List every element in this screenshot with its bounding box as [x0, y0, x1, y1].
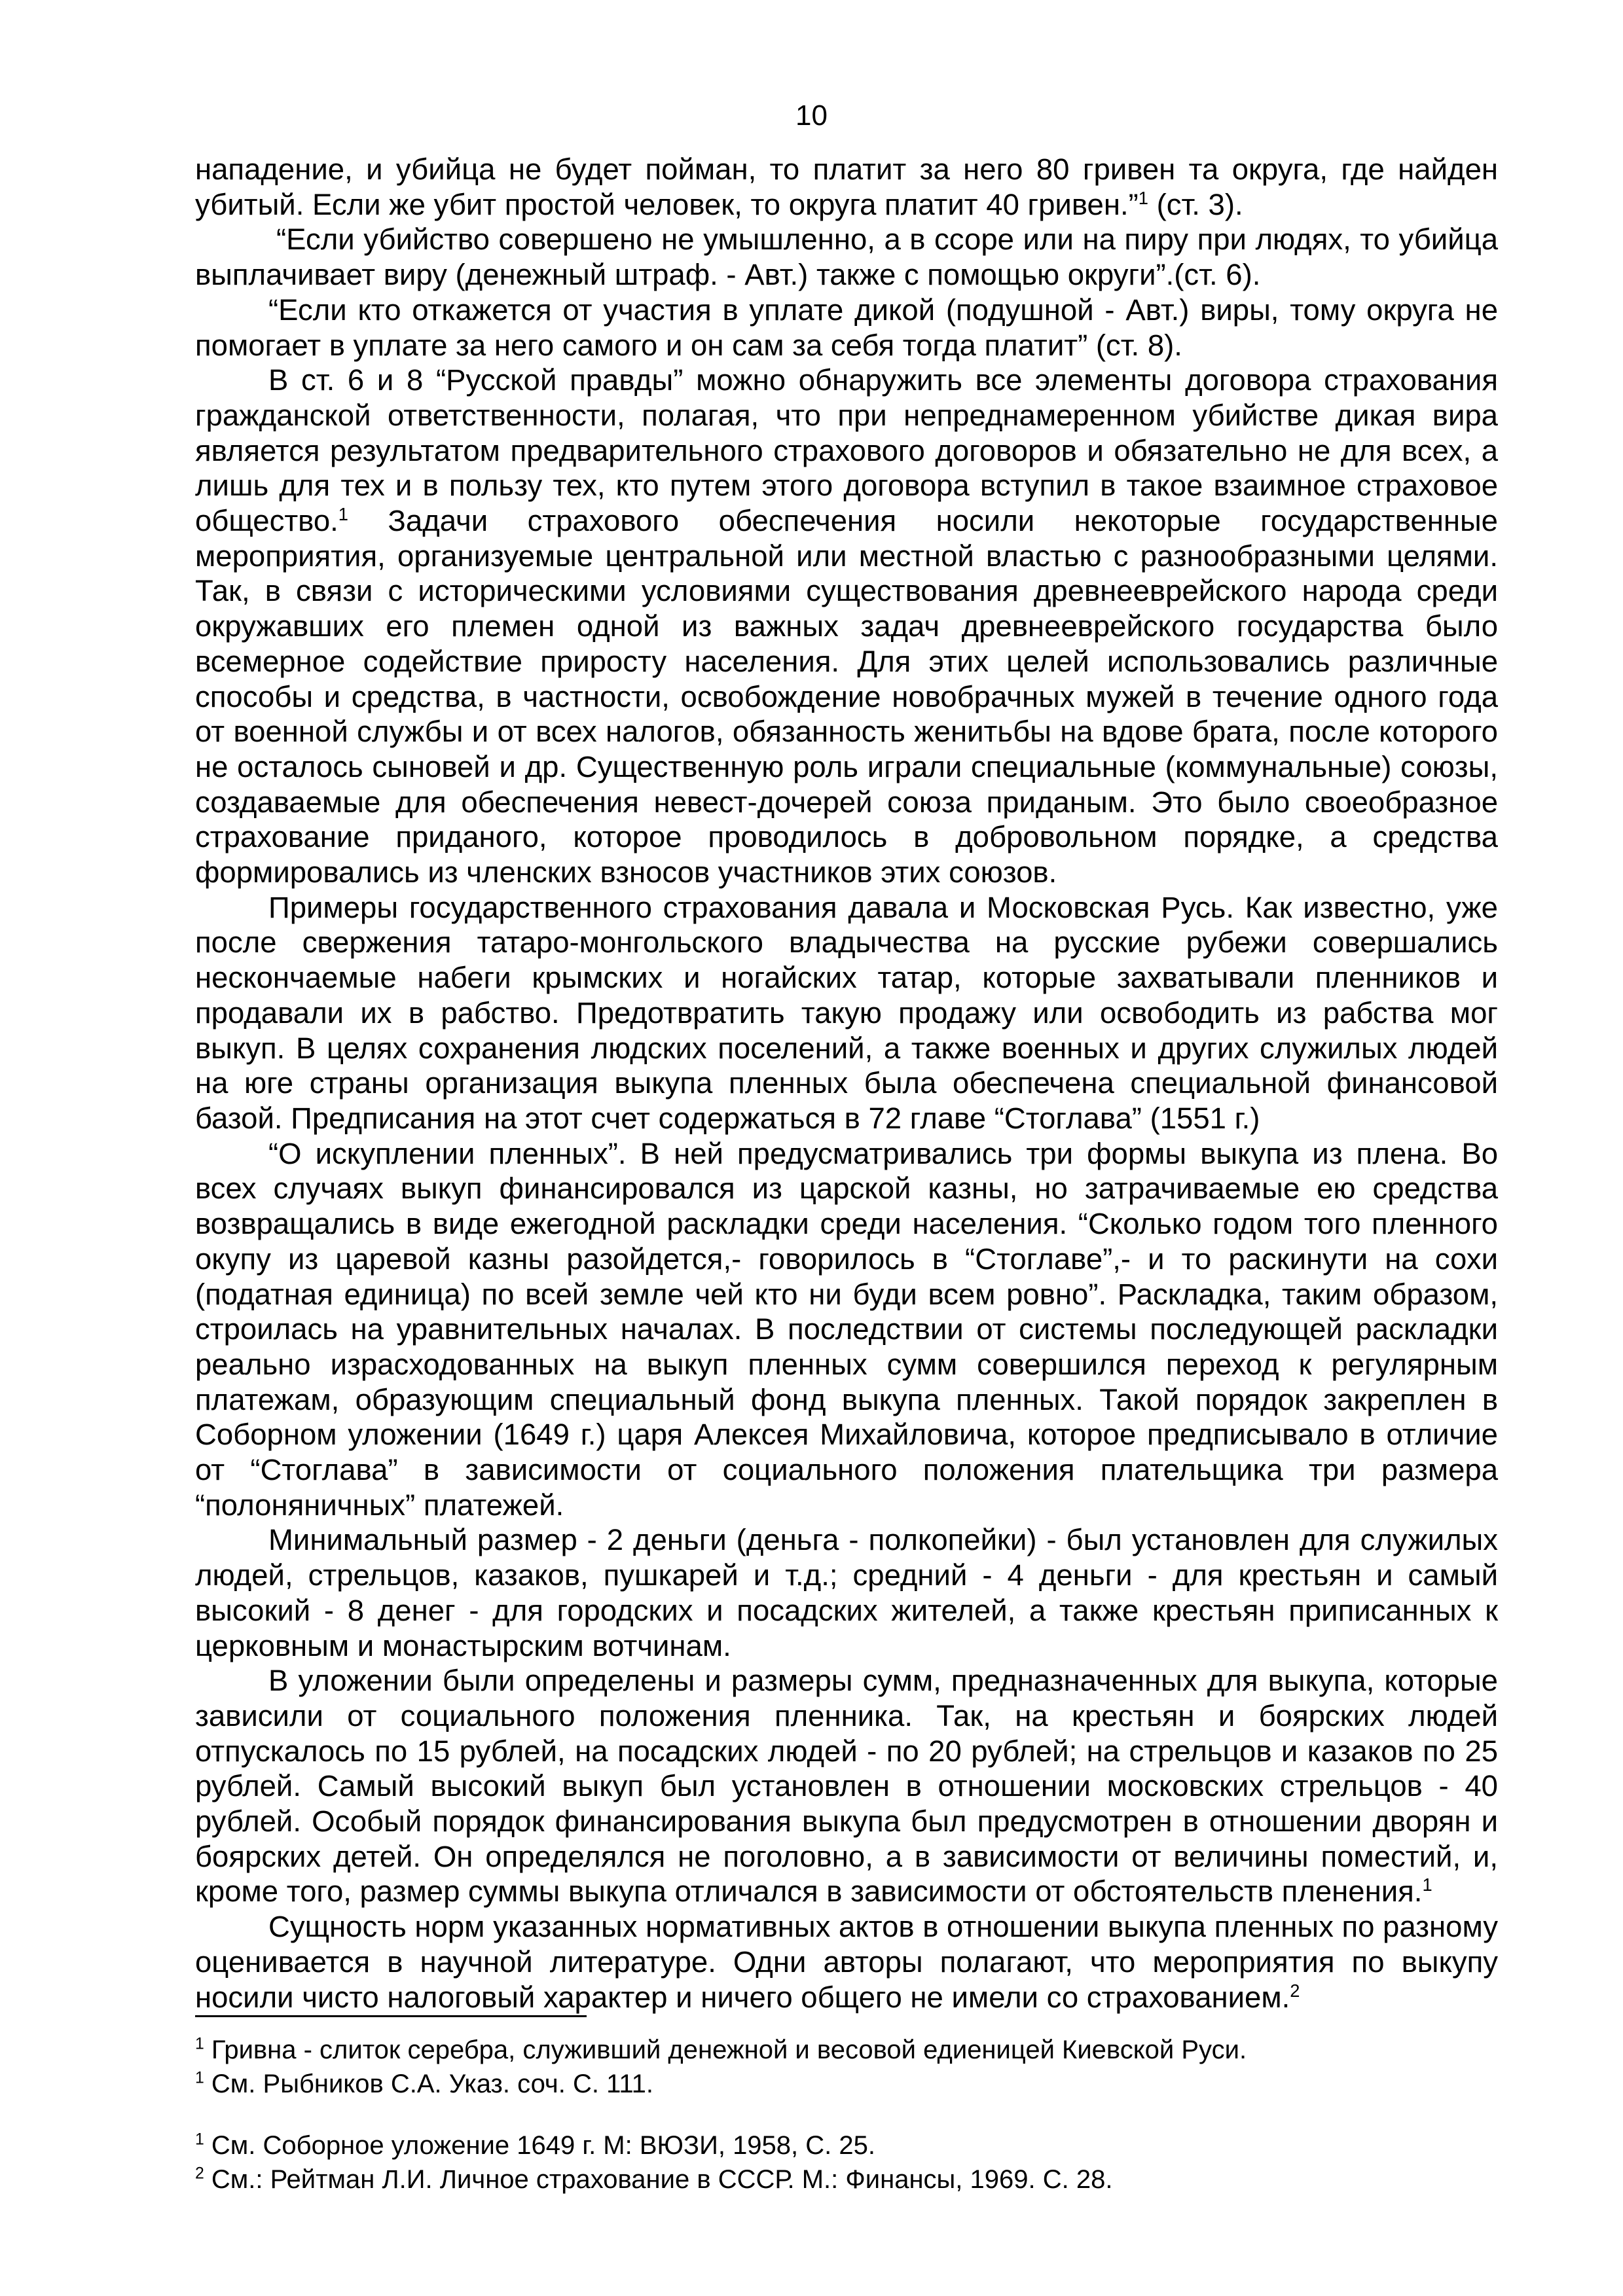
paragraph-text: нападение, и убийца не будет пойман, то платит за него 80 гривен та округа, где найден убитый. Если же убит простой человек, то округа платит 40 гривен.”: [195, 152, 1498, 221]
footnote-text: См. Соборное уложение 1649 г. М: ВЮЗИ, 1958, С. 25.: [204, 2131, 875, 2160]
footnote-text: См.: Рейтман Л.И. Личное страхование в СССР. М.: Финансы, 1969. С. 28.: [204, 2165, 1113, 2194]
paragraph: [195, 890, 1498, 1136]
footnotes-block: [195, 2128, 1498, 2197]
paragraph-text: Задачи страхового обеспечения носили некоторые государственные мероприятия, организуемые центральной или местной властью с разнообразными целями. Так, в связи с историческими условиями существования древнееврейского народа среди окружавших его племен одной из важных задач древнееврейского государства было всемерное содействие приросту населения. Для этих целей использовались различные способы и средства, в частности, освобождение новобрачных мужей в течение одного года от военной службы и от всех налогов, обязанность женитьбы на вдове брата, после которого не осталось сыновей и др. Существенную роль играли специальные (коммунальные) союзы, создаваемые для обеспечения невест-дочерей союза приданым. Это было своеобразное страхование приданого, которое проводилось в добровольном порядке, а средства формировались из членских взносов участников этих союзов.: [195, 504, 1498, 889]
body-text: [195, 152, 1498, 2015]
paragraph-text: (ст. 3).: [1148, 187, 1243, 221]
footnotes-block: [195, 2033, 1498, 2101]
footnote: [195, 2162, 1498, 2197]
paragraph: [195, 1663, 1498, 1909]
footnote-ref: 1: [338, 503, 348, 524]
footnote-ref: 1: [1422, 1874, 1432, 1895]
footnote-text: См. Рыбников С.А. Указ. соч. С. 111.: [204, 2070, 654, 2098]
footnote: [195, 2033, 1498, 2067]
paragraph-text: “Если убийство совершено не умышленно, а в ссоре или на пиру при людях, то убийца выплачивает виру (денежный штраф. - Авт.) также с помощью округи”.(ст. 6).: [195, 223, 1498, 292]
page-number: 10: [795, 99, 828, 132]
footnote: [195, 2128, 1498, 2162]
footnote-ref: 1: [1138, 187, 1148, 208]
paragraph-text: Сущность норм указанных нормативных актов в отношении выкупа пленных по разному оценивается в научной литературе. Одни авторы полагают, что мероприятия по выкупу носили чисто налоговый характер и ничего общего не имели со страхованием.: [195, 1910, 1498, 2014]
footnote-ref: 2: [1290, 1980, 1300, 2001]
paragraph: [195, 363, 1498, 890]
paragraph: [195, 293, 1498, 363]
paragraph-text: В уложении были определены и размеры сумм, предназначенных для выкупа, которые зависили от социального положения пленника. Так, на крестьян и боярских людей отпускалось по 15 рублей, на посадских людей - по 20 рублей; на стрельцов и казаков по 25 рублей. Самый высокий выкуп был установлен в отношении московских стрельцов - 40 рублей. Особый порядок финансирования выкупа был предусмотрен в отношении дворян и боярских детей. Он определялся не поголовно, а в зависимости от величины поместий, и, кроме того, размер суммы выкупа отличался в зависимости от обстоятельств пленения.: [195, 1664, 1498, 1909]
footnote: [195, 2067, 1498, 2101]
paragraph: [195, 1136, 1498, 1523]
paragraph-text: В ст. 6 и 8 “Русской правды” можно обнаружить все элементы договора страхования гражданской ответственности, полагая, что при непреднамеренном убийстве дикая вира является результатом предварительного страхового договоров и обязательно не для всех, а лишь для тех и в пользу тех, кто путем этого договора вступил в такое взаимное страховое общество.: [195, 363, 1498, 538]
paragraph-text: “Если кто откажется от участия в уплате дикой (подушной - Авт.) виры, тому округа не помогает в уплате за него самого и он сам за себя тогда платит” (ст. 8).: [195, 293, 1498, 362]
paragraph-text: “О искуплении пленных”. В ней предусматривались три формы выкупа из плена. Во всех случаях выкуп финансировался из царской казны, но затрачиваемые ею средства возвращались в виде ежегодной раскладки среди населения. “Сколько годом того пленного окупу из царевой казны разойдется,- говорилось в “Стоглаве”,- и то раскинути на сохи (податная единица) по всей земле чей кто ни буди всем ровно”. Раскладка, таким образом, строилась на уравнительных началах. В последствии от системы последующей раскладки реально израсходованных на выкуп пленных сумм совершился переход к регулярным платежам, образующим специальный фонд выкупа пленных. Такой порядок закреплен в Соборном уложении (1649 г.) царя Алексея Михайловича, которое предписывало в отличие от “Стоглава” в зависимости от социального положения плательщика три размера “полоняничных” платежей.: [195, 1136, 1498, 1522]
footnote-mark: 1: [195, 2130, 204, 2149]
paragraph: [195, 1909, 1498, 2015]
paragraph-text: Примеры государственного страхования давала и Московская Русь. Как известно, уже после свержения татаро-монгольского владычества на русские рубежи совершались нескончаемые набеги крымских и ногайских татар, которые захватывали пленников и продавали их в рабство. Предотвратить такую продажу или освободить из рабства мог выкуп. В целях сохранения людских поселений, а также военных и других служилых людей на юге страны организация выкупа пленных была обеспечена специальной финансовой базой. Предписания на этот счет содержаться в 72 главе “Стоглава” (1551 г.): [195, 890, 1498, 1135]
footnote-mark: 1: [195, 2035, 204, 2053]
paragraph: [195, 1522, 1498, 1663]
footnote-mark: 2: [195, 2164, 204, 2183]
paragraph: [195, 222, 1498, 292]
footnote-text: Гривна - слиток серебра, служивший денежной и весовой едиеницей Киевской Руси.: [204, 2036, 1247, 2064]
footnote-mark: 1: [195, 2069, 204, 2087]
footnote-separator: [195, 2015, 587, 2017]
paragraph-text: Минимальный размер - 2 деньги (деньга - полкопейки) - был установлен для служилых людей, стрельцов, казаков, пушкарей и т.д.; средний - 4 деньги - для крестьян и самый высокий - 8 денег - для городских и посадских жителей, а также крестьян приписанных к церковным и монастырским вотчинам.: [195, 1523, 1498, 1662]
paragraph: [195, 152, 1498, 222]
